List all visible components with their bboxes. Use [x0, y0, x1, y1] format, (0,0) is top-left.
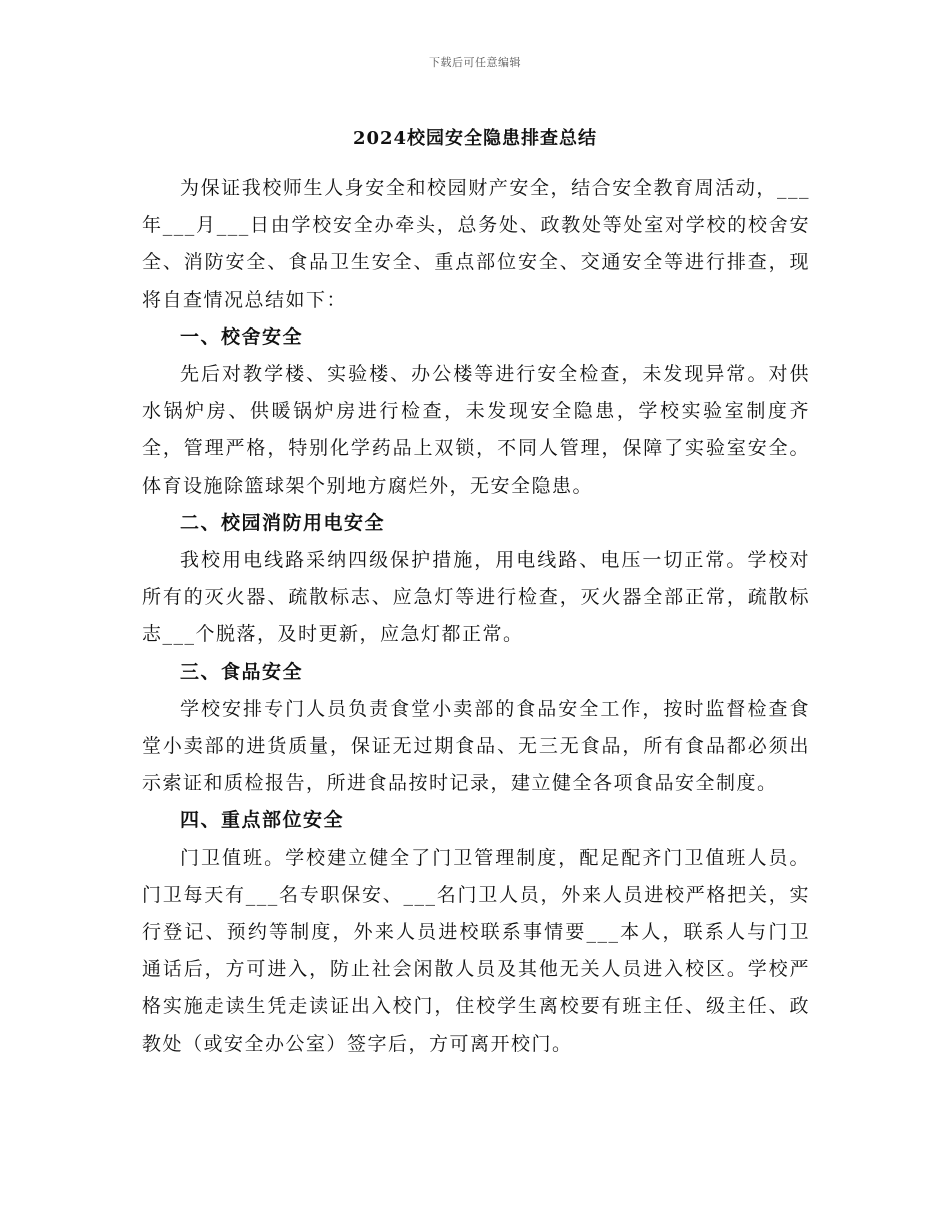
header-note: 下载后可任意编辑	[429, 56, 521, 69]
section-text-food: 学校安排专门人员负责食堂小卖部的食品安全工作，按时监督检查食堂小卖部的进货质量，保证无过期食品、无三无食品，所有食品都必须出示索证和质检报告，所进食品按时记录，建立健全各项食品安全制度。	[142, 697, 810, 795]
section-heading-key-areas: 四、重点部位安全	[180, 809, 345, 832]
section-heading-dormitory: 一、校舍安全	[180, 325, 304, 348]
section-text-fire-electric: 我校用电线路采纳四级保护措施，用电线路、电压一切正常。学校对所有的灭火器、疏散标志、应急灯等进行检查，灭火器全部正常，疏散标志___个脱落，及时更新，应急灯都正常。	[142, 549, 810, 646]
intro-paragraph: 为保证我校师生人身安全和校园财产安全，结合安全教育周活动，___年___月___日由学校安全办牵头，总务处、政教处等处室对学校的校舍安全、消防安全、食品卫生安全、重点部位安全、交通安全等进行排查，现将自查情况总结如下：	[142, 177, 810, 311]
section-heading-food: 三、食品安全	[180, 660, 304, 683]
section-text-key-areas: 门卫值班。学校建立健全了门卫管理制度，配足配齐门卫值班人员。门卫每天有___名专职保安、___名门卫人员，外来人员进校严格把关，实行登记、预约等制度，外来人员进校联系事情要___本人，联系人与门卫通话后，方可进入，防止社会闲散人员及其他无关人员进入校区。学校严格实施走读生凭走读证出入校门，住校学生离校要有班主任、级主任、政教处（或安全办公室）签字后，方可离开校门。	[142, 846, 810, 1055]
section-heading-fire-electric: 二、校园消防用电安全	[180, 511, 386, 534]
document-title: 2024校园安全隐患排查总结	[352, 128, 598, 149]
document-body	[142, 170, 810, 1063]
section-text-dormitory: 先后对教学楼、实验楼、办公楼等进行安全检查，未发现异常。对供水锅炉房、供暖锅炉房进行检查，未发现安全隐患，学校实验室制度齐全，管理严格，特别化学药品上双锁，不同人管理，保障了实验室安全。体育设施除篮球架个别地方腐烂外，无安全隐患。	[142, 363, 810, 497]
